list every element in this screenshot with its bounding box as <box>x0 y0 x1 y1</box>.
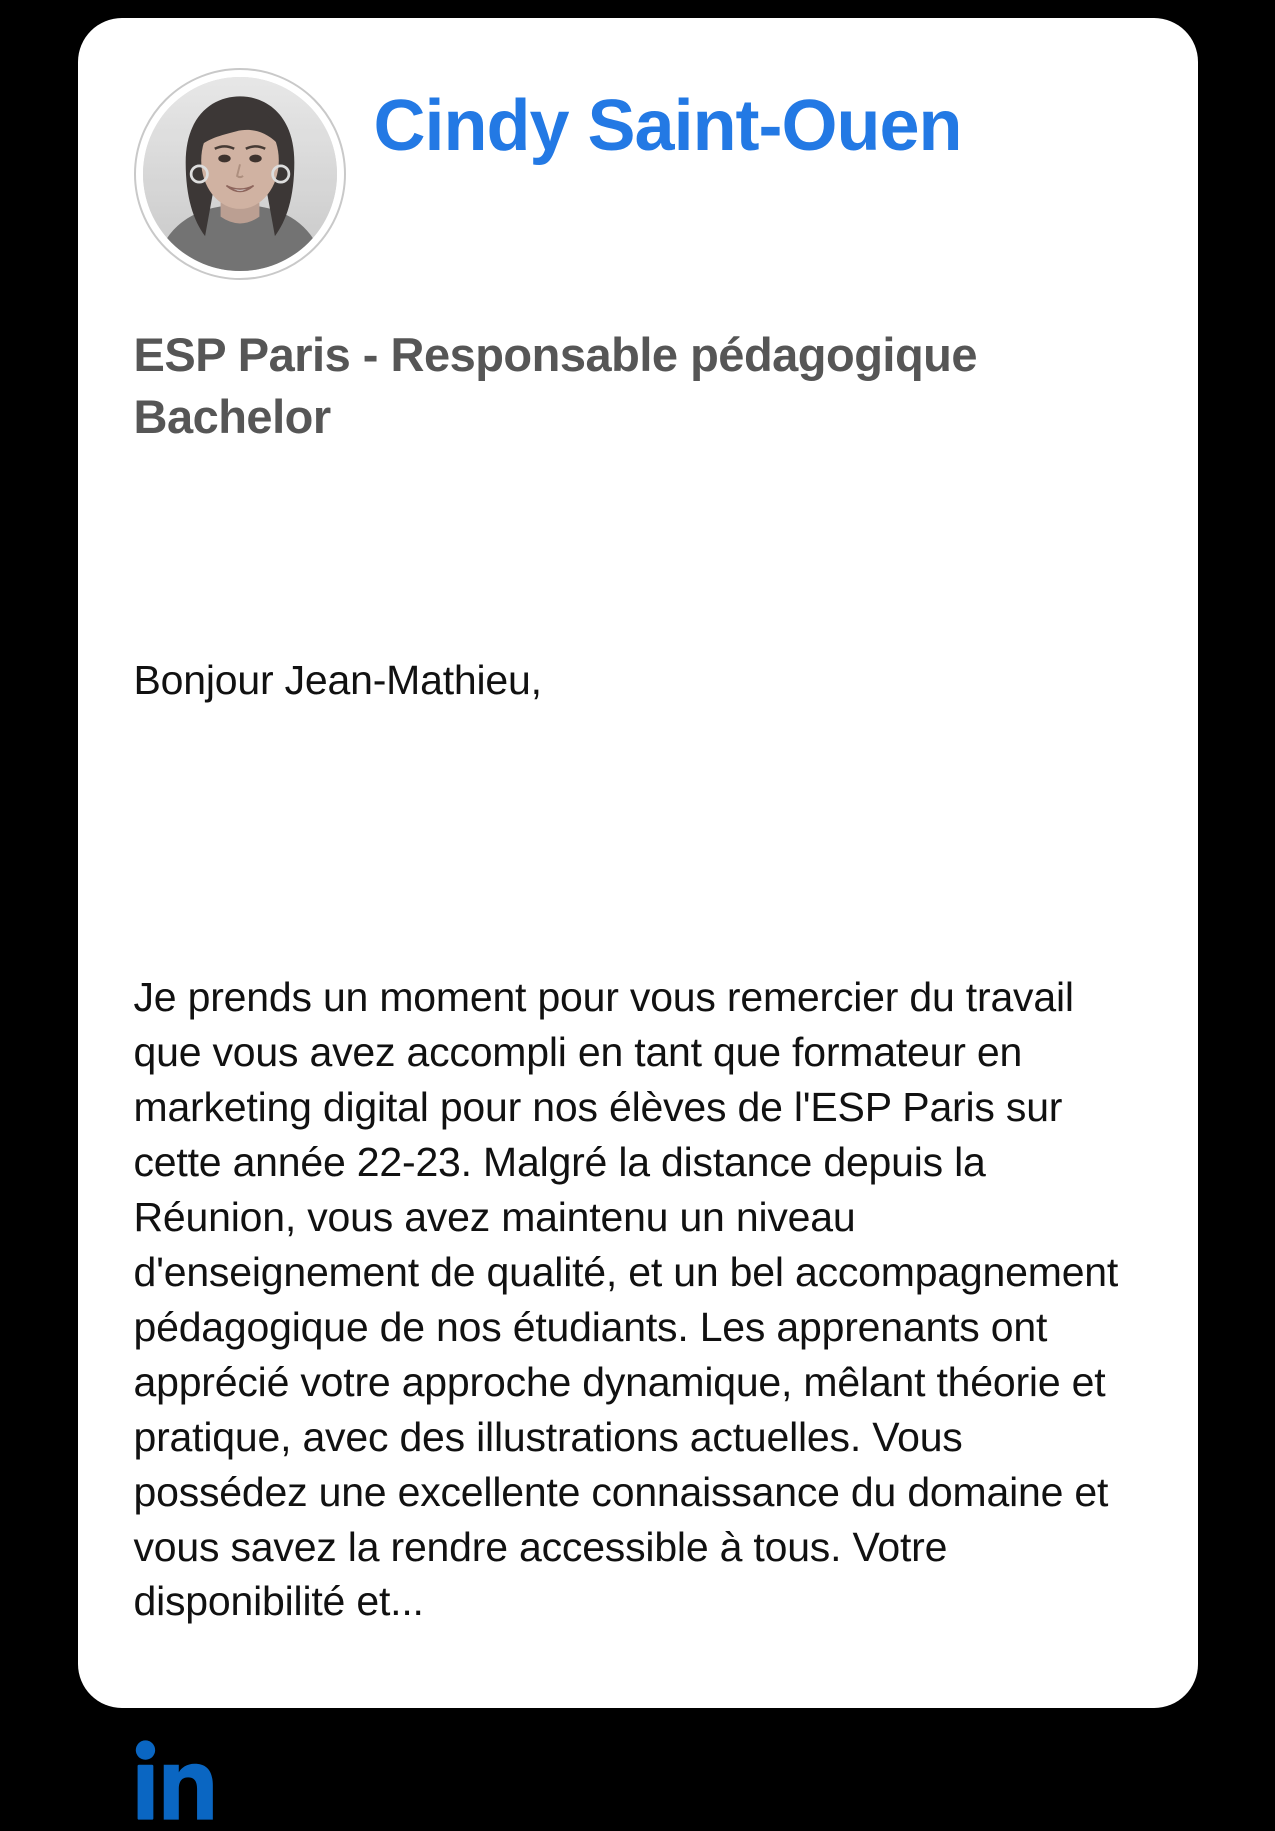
card-footer <box>134 1739 1142 1831</box>
message-paragraph: Je prends un moment pour vous remercier du travail que vous avez accompli en tant que formateur en marketing digital pour nos élèves de l'ESP Paris sur cette année 22-23. Malgré la distance depuis la Réunion, vous avez maintenu un niveau d'enseignement de qualité, et un bel accompagnement pédagogique de nos étudiants. Les apprenants ont apprécié votre approche dynamique, mêlant théorie et pratique, avec des illustrations actuelles. Vous possédez une excellente connaissance du domaine et vous savez la rendre accessible à tous. Votre disponibilité et... <box>133 974 1130 1625</box>
message-body <box>134 544 1142 1740</box>
linkedin-icon[interactable] <box>134 1739 220 1825</box>
profile-headline: ESP Paris - Responsable pédagogique Bachelor <box>133 327 978 443</box>
profile-header <box>134 68 1142 280</box>
paragraph-spacer <box>134 818 1142 860</box>
testimonial-card <box>78 18 1198 1708</box>
avatar <box>134 68 346 280</box>
portrait-illustration <box>143 77 337 271</box>
message-greeting: Bonjour Jean-Mathieu, <box>133 657 542 704</box>
avatar-image <box>143 77 337 271</box>
profile-name: Cindy Saint-Ouen <box>373 85 962 166</box>
